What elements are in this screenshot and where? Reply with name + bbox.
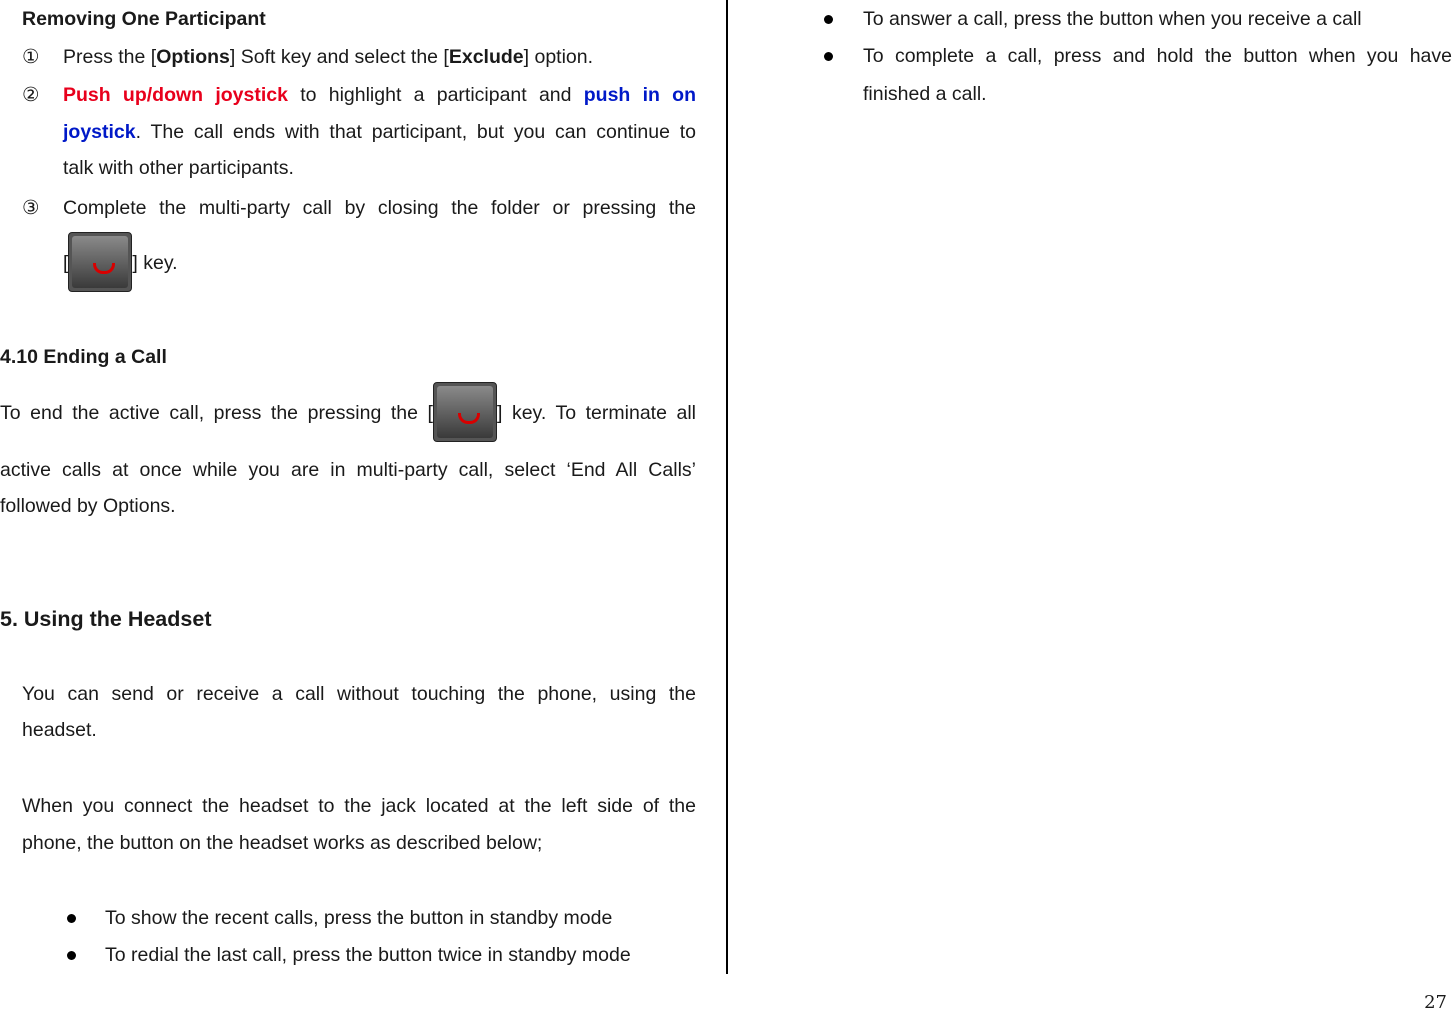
step-2-line-1 [63, 83, 696, 107]
step-2-rest: . The call ends with that participant, but you can continue to [135, 121, 696, 143]
step-2-line-2 [63, 120, 696, 144]
section-5-p1-line-1: You can send or receive a call without touching the phone, using the [22, 683, 696, 705]
page-number: 27 [1424, 992, 1447, 1013]
section-5-p2-line-1: When you connect the headset to the jack located at the left side of the [22, 795, 696, 817]
heading-5: 5. Using the Headset [0, 607, 212, 631]
end-call-key-icon [433, 382, 497, 442]
bullet-icon [67, 951, 76, 960]
push-in-on-text: push in on [583, 84, 696, 106]
step-3-number: ③ [22, 197, 40, 219]
complete-call-bullet-line-2: finished a call. [863, 83, 987, 105]
answer-call-bullet: To answer a call, press the button when you receive a call [863, 8, 1362, 30]
section-5-p2-line-2: phone, the button on the headset works as described below; [22, 832, 543, 854]
end-call-key-icon [68, 232, 132, 292]
step-1-text-a: Press the [ [63, 46, 157, 68]
exclude-label: Exclude [448, 46, 524, 68]
step-2-line-3: talk with other participants. [63, 157, 294, 179]
complete-call-bullet-line-1: To complete a call, press and hold the button when you have [863, 45, 1452, 67]
step-2-number: ② [22, 84, 40, 106]
section-4-10-line-1 [0, 382, 696, 442]
step-3-line-1: Complete the multi-party call by closing the folder or pressing the [63, 197, 696, 219]
section-4-10-line-3: followed by Options. [0, 495, 176, 517]
headset-bullet-1: To show the recent calls, press the button in standby mode [105, 907, 613, 929]
options-label: Options [156, 46, 230, 68]
step-1-text [63, 45, 593, 69]
section-4-10-line-2: active calls at once while you are in multi-party call, select ‘End All Calls’ [0, 459, 696, 481]
step-1-text-e: ] option. [523, 46, 594, 68]
bullet-icon [67, 914, 76, 923]
step-2-mid: to highlight a participant and [287, 84, 584, 106]
subheading-removing-participant: Removing One Participant [22, 8, 266, 30]
section-4-10-text-b: ] key. To terminate all [496, 402, 696, 424]
step-1-text-c: ] Soft key and select the [ [229, 46, 449, 68]
column-divider [726, 0, 728, 974]
section-4-10-text-a: To end the active call, press the pressing the [ [0, 402, 433, 424]
bullet-icon [824, 15, 833, 24]
section-5-p1-line-2: headset. [22, 719, 97, 741]
bracket-open: [ [63, 252, 69, 274]
headset-bullet-2: To redial the last call, press the button twice in standby mode [105, 944, 631, 966]
push-updown-joystick-text: Push up/down joystick [63, 84, 288, 106]
joystick-text: joystick [63, 121, 136, 143]
heading-4-10: 4.10 Ending a Call [0, 346, 167, 368]
bracket-close-key: ] key. [132, 252, 178, 274]
step-1-number: ① [22, 46, 40, 68]
bullet-icon [824, 52, 833, 61]
step-3-line-2 [63, 232, 178, 292]
